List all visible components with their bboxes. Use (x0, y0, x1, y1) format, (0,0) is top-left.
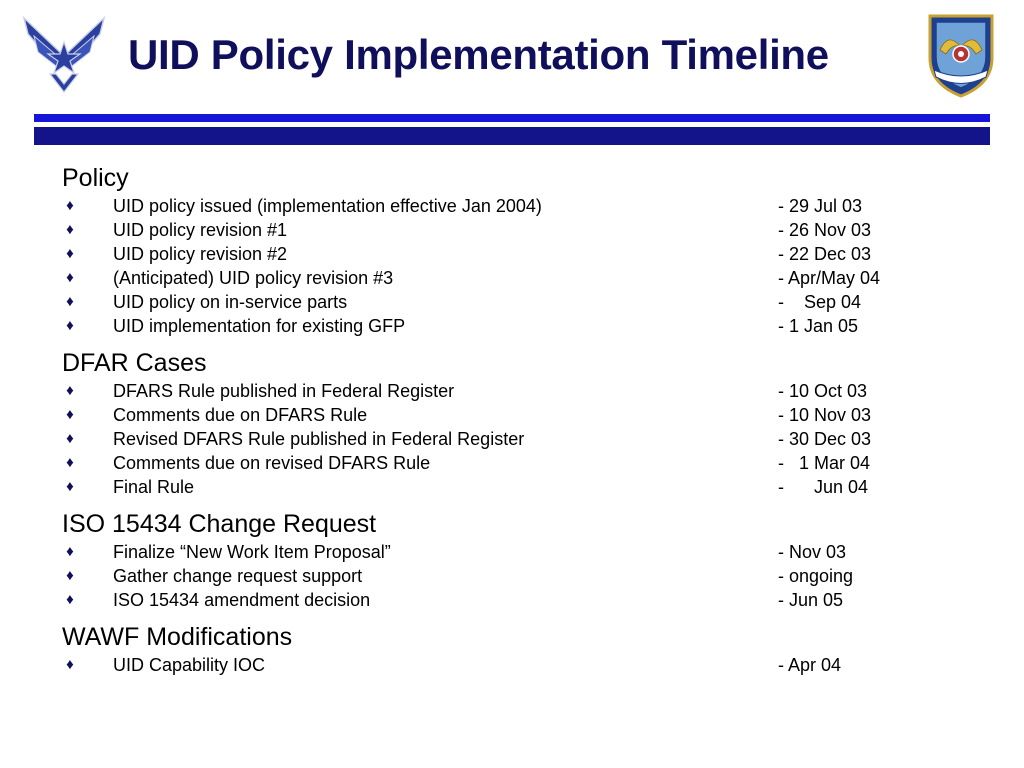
item-label: UID policy issued (implementation effective Jan 2004) (113, 196, 542, 216)
item-date: - ongoing (778, 566, 854, 586)
item-label: Final Rule (113, 477, 195, 497)
item-date: - 10 Nov 03 (778, 405, 872, 425)
command-shield-logo (926, 10, 996, 98)
diamond-bullet-icon: ♦ (66, 406, 74, 423)
section-heading: DFAR Cases (62, 349, 207, 377)
item-date: - Jun 04 (778, 477, 869, 497)
item-label: UID policy revision #2 (113, 244, 288, 264)
item-label: UID Capability IOC (113, 655, 266, 675)
page-title: UID Policy Implementation Timeline (128, 31, 829, 78)
section-heading: ISO 15434 Change Request (62, 510, 377, 538)
air-force-wings-icon (22, 12, 106, 96)
item-label: ISO 15434 amendment decision (113, 590, 371, 610)
item-label: Revised DFARS Rule published in Federal Register (113, 429, 525, 449)
item-date: - 1 Mar 04 (778, 453, 871, 473)
item-date: - Jun 05 (778, 590, 844, 610)
air-force-wings-logo (22, 12, 106, 96)
list-item (62, 403, 962, 427)
item-date: - Nov 03 (778, 542, 847, 562)
list-item (62, 242, 962, 266)
list-item (62, 588, 962, 612)
timeline-content (62, 162, 962, 677)
diamond-bullet-icon: ♦ (66, 269, 74, 286)
diamond-bullet-icon: ♦ (66, 245, 74, 262)
list-item (62, 314, 962, 338)
diamond-bullet-icon: ♦ (66, 197, 74, 214)
item-date: - Apr 04 (778, 655, 842, 675)
diamond-bullet-icon: ♦ (66, 382, 74, 399)
header-divider-thick (34, 127, 990, 145)
section-wawf-modifications (62, 621, 962, 677)
diamond-bullet-icon: ♦ (66, 478, 74, 495)
list-item (62, 427, 962, 451)
diamond-bullet-icon: ♦ (66, 454, 74, 471)
section-iso-15434 (62, 508, 962, 612)
list-item (62, 451, 962, 475)
item-date: - 30 Dec 03 (778, 429, 872, 449)
item-label: UID policy on in-service parts (113, 292, 348, 312)
diamond-bullet-icon: ♦ (66, 656, 74, 673)
item-label: Comments due on revised DFARS Rule (113, 453, 431, 473)
section-heading: WAWF Modifications (62, 623, 293, 651)
section-heading: Policy (62, 164, 129, 192)
diamond-bullet-icon: ♦ (66, 293, 74, 310)
diamond-bullet-icon: ♦ (66, 567, 74, 584)
item-label: Comments due on DFARS Rule (113, 405, 368, 425)
item-label: DFARS Rule published in Federal Register (113, 381, 455, 401)
item-label: (Anticipated) UID policy revision #3 (113, 268, 394, 288)
item-date: - 1 Jan 05 (778, 316, 859, 336)
item-date: - 10 Oct 03 (778, 381, 868, 401)
item-date: - 22 Dec 03 (778, 244, 872, 264)
list-item (62, 475, 962, 499)
list-item (62, 194, 962, 218)
diamond-bullet-icon: ♦ (66, 317, 74, 334)
list-item (62, 218, 962, 242)
item-label: Gather change request support (113, 566, 363, 586)
list-item (62, 290, 962, 314)
list-item (62, 564, 962, 588)
diamond-bullet-icon: ♦ (66, 430, 74, 447)
list-item (62, 266, 962, 290)
list-item (62, 540, 962, 564)
item-label: Finalize “New Work Item Proposal” (113, 542, 391, 562)
item-date: - 26 Nov 03 (778, 220, 872, 240)
diamond-bullet-icon: ♦ (66, 221, 74, 238)
section-policy (62, 162, 962, 338)
list-item (62, 379, 962, 403)
item-label: UID policy revision #1 (113, 220, 288, 240)
item-date: - 29 Jul 03 (778, 196, 863, 216)
item-date: - Sep 04 (778, 292, 862, 312)
section-dfar-cases (62, 347, 962, 499)
header-divider-thin (34, 114, 990, 122)
list-item (62, 653, 962, 677)
item-label: UID implementation for existing GFP (113, 316, 406, 336)
command-shield-icon (926, 10, 996, 98)
diamond-bullet-icon: ♦ (66, 591, 74, 608)
diamond-bullet-icon: ♦ (66, 543, 74, 560)
item-date: - Apr/May 04 (778, 268, 881, 288)
